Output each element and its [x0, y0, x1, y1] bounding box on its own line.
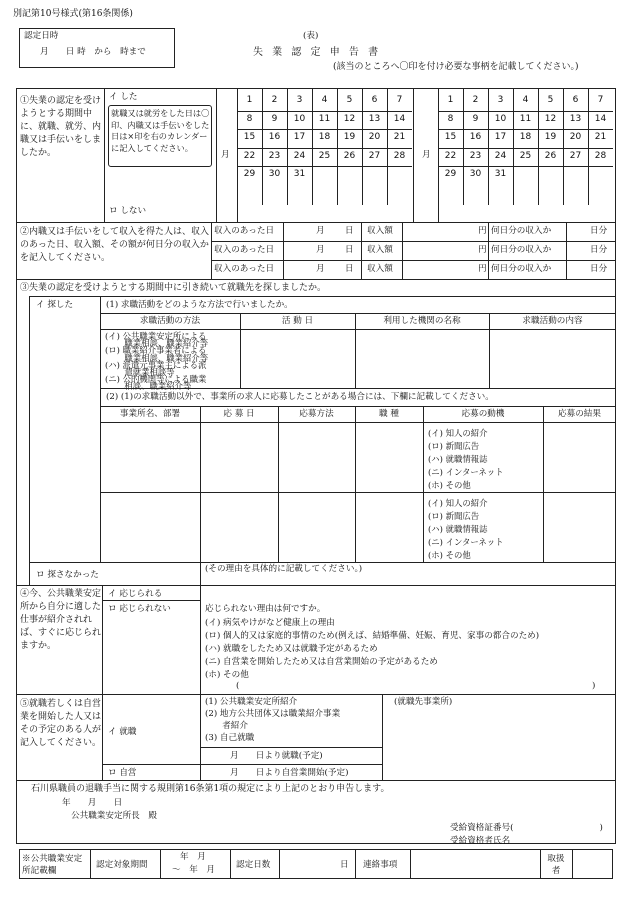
s3-q1: (1) 求職活動をどのような方法で行いましたか。 — [106, 300, 293, 310]
calendar-day[interactable]: 29 — [444, 169, 457, 179]
income-days-unit: 日分 — [590, 245, 608, 255]
calendar-day[interactable]: 12 — [544, 113, 557, 124]
header-organization: 利用した機関の名称 — [383, 316, 461, 326]
calendar-day[interactable]: 3 — [497, 95, 504, 105]
form-header: 別記第10号様式(第16条関係) — [13, 9, 133, 19]
s3-option-searched: イ 探した — [36, 300, 74, 310]
s5-question: ⑤就職若しくは自営業を開始した人又はその予定のある人が記入してください。 — [20, 699, 102, 748]
calendar-day[interactable]: 30 — [469, 169, 482, 179]
footer-day-unit: 日 — [340, 860, 349, 870]
calendar-day[interactable]: 18 — [318, 132, 331, 142]
s5-route-item: (3) 自己就職 — [205, 733, 255, 743]
recognition-date-value: 月 日 時 から 時まで — [40, 47, 146, 57]
addressee: 公共職業安定所長 殿 — [71, 811, 157, 821]
s1-option-yes: イ した — [109, 92, 138, 102]
calendar-day[interactable]: 16 — [268, 132, 281, 142]
s5-route-item: (2) 地方公共団体又は職業紹介事業 — [205, 709, 341, 719]
calendar-day[interactable]: 21 — [393, 132, 406, 142]
calendar-day[interactable]: 10 — [494, 113, 507, 124]
s4-reason-item: (イ) 病気やけがなど健康上の理由 — [205, 618, 335, 628]
calendar-day[interactable]: 31 — [494, 169, 507, 179]
calendar-day[interactable]: 23 — [469, 150, 482, 161]
calendar-day[interactable]: 7 — [597, 95, 604, 105]
income-days-label: 何日分の収入か — [491, 264, 552, 274]
header-result: 応募の結果 — [558, 409, 601, 419]
s4-reason-item: (ホ) その他 — [205, 670, 249, 680]
calendar-day[interactable]: 16 — [469, 132, 482, 142]
calendar-day[interactable]: 24 — [494, 150, 507, 161]
calendar-day[interactable]: 8 — [246, 113, 253, 124]
table-mark: (表) — [303, 31, 319, 41]
motive-item: (イ) 知人の紹介 — [428, 428, 488, 438]
s4-paren-close: ) — [592, 681, 596, 691]
income-day-unit: 日 — [345, 245, 354, 255]
calendar-day[interactable]: 21 — [594, 132, 607, 142]
s4-reason-item: (ニ) 自営業を開始したため又は自営業開始の予定があるため — [205, 657, 438, 667]
income-date-label: 収入のあった日 — [214, 264, 275, 274]
method-line: (イ) 公共職業安定所による — [105, 331, 207, 341]
income-month-unit: 月 — [316, 226, 325, 236]
motive-item: (ロ) 新聞広告 — [428, 441, 480, 451]
s4-option-yes: イ 応じられる — [108, 589, 163, 599]
s5-employer: (就職先事業所) — [394, 697, 453, 707]
calendar-day[interactable]: 13 — [569, 113, 582, 124]
calendar-day[interactable]: 3 — [296, 95, 303, 105]
motive-item: (ロ) 新聞広告 — [428, 511, 480, 521]
income-month-unit: 月 — [316, 264, 325, 274]
header-job-type: 職 種 — [379, 409, 399, 419]
s1-question: ①失業の認定を受けようとする期間中に、就職、就労、内職又は手伝いをしましたか。 — [20, 96, 102, 158]
motive-item: (ニ) インターネット — [428, 467, 504, 477]
s5-option-job: イ 就職 — [108, 727, 137, 737]
s4-question: ④今、公共職業安定所から自分に適した仕事が紹介されれば、すぐに応じられますか。 — [20, 589, 102, 651]
calendar1-month-label: 月 — [221, 150, 230, 160]
calendar-day[interactable]: 5 — [547, 95, 554, 105]
declaration: 石川県職員の退職手当に関する規則第16条第1項の規定により上記のとおり申告します。 — [31, 784, 390, 794]
income-amount-label: 収入額 — [367, 264, 393, 274]
income-yen-unit: 円 — [478, 245, 487, 255]
footer-period: 認定対象期間 — [96, 860, 148, 870]
calendar-day[interactable]: 25 — [519, 150, 532, 161]
s3-option-not-searched: ロ 探さなかった — [36, 570, 99, 580]
footer-ym2: ～ 年 月 — [172, 865, 215, 875]
calendar-day[interactable]: 19 — [544, 132, 557, 142]
motive-item: (ニ) インターネット — [428, 537, 504, 547]
s4-reason-item: (ロ) 個人的又は家庭的事情のため(例えば、結婚準備、妊娠、育児、家事の都合のため) — [205, 631, 540, 641]
motive-item: (ハ) 就職情報誌 — [428, 454, 488, 464]
calendar-day[interactable]: 18 — [519, 132, 532, 142]
header-method: 求職活動の方法 — [139, 316, 201, 326]
s3-reason: (その理由を具体的に記載してください。) — [205, 564, 363, 574]
s4-option-no: ロ 応じられない — [108, 604, 171, 614]
calendar-day[interactable]: 26 — [343, 150, 356, 161]
income-yen-unit: 円 — [478, 264, 487, 274]
s5-route-item: (1) 公共職業安定所紹介 — [205, 697, 298, 707]
calendar-day[interactable]: 25 — [318, 150, 331, 161]
s3-q2: (2) (1)の求職活動以外で、事業所の求人に応募したことがある場合には、下欄に記載してください。 — [106, 392, 494, 402]
calendar2-month-label: 月 — [422, 150, 431, 160]
instruction: (該当のところへ〇印を付け必要な事柄を記載してください。) — [333, 62, 579, 72]
calendar-day[interactable]: 9 — [472, 113, 479, 124]
header-apply-method: 応募方法 — [299, 409, 334, 419]
s5-option-self: ロ 自営 — [108, 768, 137, 778]
s5-job-date: 月 日より就職(予定) — [230, 751, 323, 761]
calendar-day[interactable]: 14 — [594, 113, 607, 124]
calendar-day[interactable]: 20 — [569, 132, 582, 142]
calendar-day[interactable]: 22 — [243, 150, 256, 161]
calendar-day[interactable]: 13 — [368, 113, 381, 124]
income-day-unit: 日 — [345, 226, 354, 236]
header-apply-date: 応 募 日 — [223, 409, 255, 419]
declaration-date: 年 月 日 — [62, 798, 123, 808]
calendar-day[interactable]: 1 — [246, 95, 253, 105]
calendar-day[interactable]: 10 — [293, 113, 306, 124]
s4-reason-item: (ハ) 就職をしたため又は就職予定があるため — [205, 644, 378, 654]
s5-self-date: 月 日より自営業開始(予定) — [230, 768, 349, 778]
header-activity-date: 活 動 日 — [281, 316, 314, 326]
calendar-day[interactable]: 2 — [472, 95, 479, 105]
calendar-day[interactable]: 22 — [444, 150, 457, 161]
page-title: 失 業 認 定 申 告 書 — [253, 47, 382, 58]
calendar-day[interactable]: 17 — [494, 132, 507, 142]
calendar-day[interactable]: 9 — [271, 113, 278, 124]
main-form-frame — [16, 88, 616, 844]
recognition-date-label: 認定日時 — [24, 31, 59, 41]
income-date-label: 収入のあった日 — [214, 226, 275, 236]
calendar-day[interactable]: 30 — [268, 169, 281, 179]
motive-item: (イ) 知人の紹介 — [428, 498, 488, 508]
calendar-day[interactable]: 28 — [594, 150, 607, 161]
income-date-label: 収入のあった日 — [214, 245, 275, 255]
calendar-day[interactable]: 19 — [343, 132, 356, 142]
calendar-day[interactable]: 1 — [447, 95, 454, 105]
method-line: (ハ) 派遣元事業主による派 — [105, 359, 207, 370]
income-days-unit: 日分 — [590, 226, 608, 236]
calendar-day[interactable]: 11 — [318, 113, 331, 124]
calendar-day[interactable]: 4 — [321, 95, 328, 105]
s4-paren-open: ( — [236, 681, 240, 691]
header-company: 事業所名、部署 — [119, 409, 181, 419]
s1-note: 就職又は就労をした日は〇印、内職又は手伝いをした日は×印を右のカレンダーに記入してください。 — [111, 108, 210, 153]
calendar-day[interactable]: 23 — [268, 150, 281, 161]
method-line: 職業相談、職業紹介等 — [105, 352, 209, 363]
s1-option-no: ロ しない — [109, 206, 147, 216]
calendar-day[interactable]: 5 — [346, 95, 353, 105]
calendar-day[interactable]: 8 — [447, 113, 454, 124]
income-days-unit: 日分 — [590, 264, 608, 274]
certificate-number: 受給資格証番号( ) — [450, 823, 603, 833]
calendar-day[interactable]: 6 — [371, 95, 378, 105]
s2-question: ②内職又は手伝いをして収入を得た人は、収入のあった日、収入額、その額が何日分の収入かを記入してください。 — [20, 227, 210, 263]
calendar-day[interactable]: 27 — [569, 150, 582, 161]
calendar-day[interactable]: 24 — [293, 150, 306, 161]
calendar-day[interactable]: 27 — [368, 150, 381, 161]
income-days-label: 何日分の収入か — [491, 245, 552, 255]
income-month-unit: 月 — [316, 245, 325, 255]
calendar-day[interactable]: 2 — [271, 95, 278, 105]
s4-reason-question: 応じられない理由は何ですか。 — [205, 604, 326, 614]
calendar-day[interactable]: 15 — [243, 132, 256, 142]
calendar-day[interactable]: 28 — [393, 150, 406, 161]
footer-notes: 連絡事項 — [363, 860, 398, 870]
applicant-name: 受給資格者氏名 — [450, 836, 511, 846]
calendar-day[interactable]: 31 — [293, 169, 306, 179]
calendar-day[interactable]: 29 — [243, 169, 256, 179]
method-line: 職業相談、職業紹介等 — [105, 338, 209, 349]
calendar-day[interactable]: 4 — [522, 95, 529, 105]
calendar-day[interactable]: 15 — [444, 132, 457, 142]
income-amount-label: 収入額 — [367, 245, 393, 255]
income-days-label: 何日分の収入か — [491, 226, 552, 236]
method-line: 遣就業相談等 — [105, 367, 175, 377]
calendar-day[interactable]: 7 — [396, 95, 403, 105]
header-motive: 応募の動機 — [461, 409, 505, 419]
footer-office: ※公共職業安定所記載欄 — [22, 854, 83, 876]
income-day-unit: 日 — [345, 264, 354, 274]
income-amount-label: 収入額 — [367, 226, 393, 236]
calendar-day[interactable]: 12 — [343, 113, 356, 124]
s3-question: ③失業の認定を受けようとする期間中に引き続いて就職先を探しましたか。 — [20, 283, 327, 293]
motive-item: (ホ) その他 — [428, 550, 471, 560]
s5-route-item: 者紹介 — [205, 721, 248, 731]
method-line: (ロ) 職業紹介事業者による — [105, 345, 207, 356]
calendar-day[interactable]: 17 — [293, 132, 306, 142]
motive-item: (ホ) その他 — [428, 480, 471, 490]
calendar-day[interactable]: 11 — [519, 113, 532, 124]
method-line: 相談、職業紹介等 — [105, 381, 192, 392]
method-line: (ニ) 公的機関等による職業 — [105, 374, 207, 385]
calendar-day[interactable]: 14 — [393, 113, 406, 124]
footer-handler: 取扱者 — [547, 854, 565, 876]
motive-item: (ハ) 就職情報誌 — [428, 524, 488, 534]
footer-days: 認定日数 — [236, 860, 271, 870]
header-activity-content: 求職活動の内容 — [522, 316, 583, 326]
calendar-day[interactable]: 26 — [544, 150, 557, 161]
income-yen-unit: 円 — [478, 226, 487, 236]
calendar-day[interactable]: 6 — [572, 95, 579, 105]
calendar-day[interactable]: 20 — [368, 132, 381, 142]
footer-ym1: 年 月 — [180, 852, 206, 862]
